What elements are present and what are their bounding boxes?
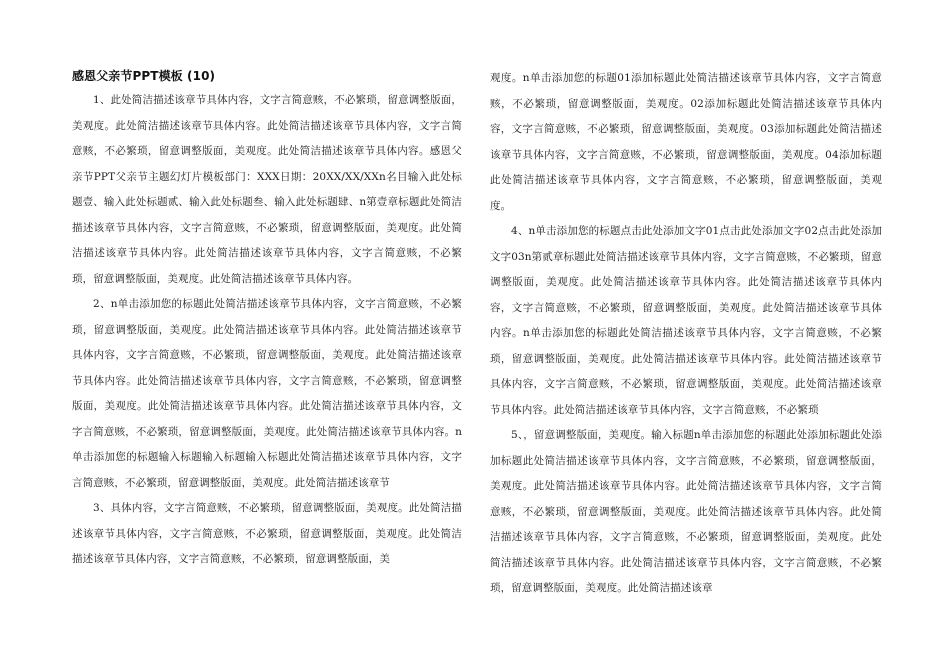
paragraph-1: 1、此处简洁描述该章节具体内容，文字言简意赅，不必繁琐，留意调整版面，美观度。此处简洁描述该章节具体内容。此处简洁描述该章节具体内容，文字言简意赅，不必繁琐，留意调整版面，美观度。此处简洁描述该章节具体内容。感恩父亲节PPT父亲节主题幻灯片模板部门：XXX日期：20XX/XX/XXn名目输入此处标题壹、输入此处标题贰、输入此处标题叁、输入此处标题肆、n第壹章标题此处简洁描述该章节具体内容，文字言简意赅，不必繁琐，留意调整版面，美观度。此处简洁描述该章节具体内容。此处简洁描述该章节具体内容，文字言简意赅，不必繁琐，留意调整版面，美观度。此处简洁描述该章节具体内容。 bbox=[72, 94, 462, 285]
paragraph-4: 4、n单击添加您的标题点击此处添加文字01点击此处添加文字02点击此处添加文字03n第贰章标题此处简洁描述该章节具体内容，文字言简意赅，不必繁琐，留意调整版面，美观度。此处简洁描述该章节具体内容。此处简洁描述该章节具体内容，文字言简意赅，不必繁琐，留意调整版面，美观度。此处简洁描述该章节具体内容。n单击添加您的标题此处简洁描述该章节具体内容，文字言简意赅，不必繁琐，留意调整版面，美观度。此处简洁描述该章节具体内容。此处简洁描述该章节具体内容，文字言简意赅，不必繁琐，留意调整版面，美观度。此处简洁描述该章节具体内容。此处简洁描述该章节具体内容，文字言简意赅，不必繁琐 bbox=[490, 225, 882, 416]
document-title: 感恩父亲节PPT模板 (10) bbox=[72, 69, 216, 83]
left-column bbox=[72, 66, 462, 573]
paragraph-3: 3、具体内容，文字言简意赅，不必繁琐，留意调整版面，美观度。此处简洁描述该章节具体内容，文字言简意赅，不必繁琐，留意调整版面，美观度。此处简洁描述该章节具体内容，文字言简意赅，不必繁琐，留意调整版面，美 bbox=[72, 502, 462, 565]
paragraph-2: 2、n单击添加您的标题此处简洁描述该章节具体内容，文字言简意赅，不必繁琐，留意调整版面，美观度。此处简洁描述该章节具体内容。此处简洁描述该章节具体内容，文字言简意赅，不必繁琐，留意调整版面，美观度。此处简洁描述该章节具体内容。此处简洁描述该章节具体内容，文字言简意赅，不必繁琐，留意调整版面，美观度。此处简洁描述该章节具体内容。此处简洁描述该章节具体内容，文字言简意赅，不必繁琐，留意调整版面，美观度。此处简洁描述该章节具体内容。n单击添加您的标题输入标题输入标题输入标题此处简洁描述该章节具体内容，文字言简意赅，不必繁琐，留意调整版面，美观度。此处简洁描述该章节 bbox=[72, 298, 462, 489]
right-column bbox=[490, 66, 882, 602]
paragraph-5: 5、，留意调整版面，美观度。输入标题n单击添加您的标题此处添加标题此处添加标题此处简洁描述该章节具体内容，文字言简意赅，不必繁琐，留意调整版面，美观度。此处简洁描述该章节具体内容。此处简洁描述该章节具体内容，文字言简意赅，不必繁琐，留意调整版面，美观度。此处简洁描述该章节具体内容。此处简洁描述该章节具体内容，文字言简意赅，不必繁琐，留意调整版面，美观度。此处简洁描述该章节具体内容。此处简洁描述该章节具体内容，文字言简意赅，不必繁琐，留意调整版面，美观度。此处简洁描述该章 bbox=[490, 429, 882, 594]
paragraph-3-continued: 观度。n单击添加您的标题01添加标题此处简洁描述该章节具体内容，文字言简意赅，不必繁琐，留意调整版面，美观度。02添加标题此处简洁描述该章节具体内容，文字言简意赅，不必繁琐，留意调整版面，美观度。03添加标题此处简洁描述该章节具体内容，文字言简意赅，不必繁琐，留意调整版面，美观度。04添加标题此处简洁描述该章节具体内容，文字言简意赅，不必繁琐，留意调整版面，美观度。 bbox=[490, 72, 882, 212]
